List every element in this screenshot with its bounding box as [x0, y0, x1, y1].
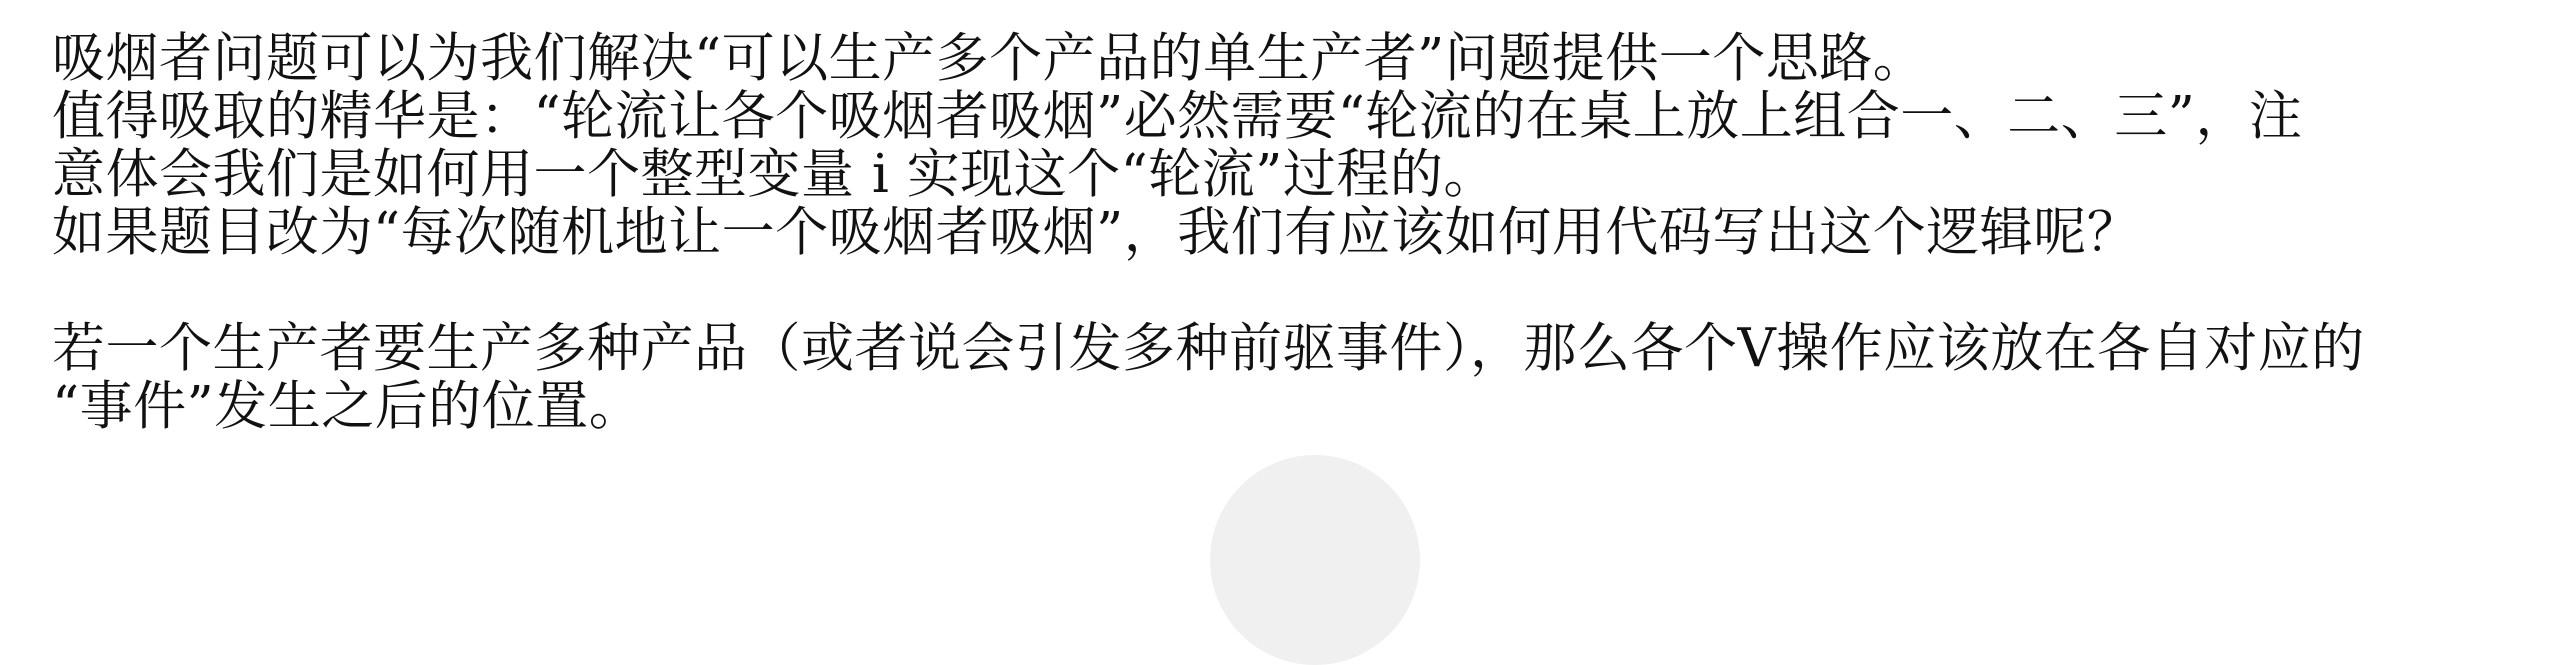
text-line: 如果题目改为“每次随机地让一个吸烟者吸烟”，我们有应该如何用代码写出这个逻辑呢？	[52, 202, 2141, 263]
document-body	[52, 30, 2532, 436]
watermark-circle	[1210, 455, 1420, 665]
text-line: 意体会我们是如何用一个整型变量 i 实现这个“轮流”过程的。	[52, 144, 1497, 205]
text-line: 吸烟者问题可以为我们解决“可以生产多个产品的单生产者”问题提供一个思路。	[52, 28, 1927, 89]
text-line: 值得吸取的精华是：“轮流让各个吸烟者吸烟”必然需要“轮流的在桌上放上组合一、二、三”，注	[52, 86, 2303, 147]
paragraph-smoker-insights	[52, 30, 2532, 262]
text-line: “事件”发生之后的位置。	[52, 376, 643, 437]
text-line: 若一个生产者要生产多种产品（或者说会引发多种前驱事件），那么各个V操作应该放在各自对应的	[52, 318, 2365, 379]
paragraph-multi-product-producer	[52, 320, 2532, 436]
paragraph-gap	[52, 262, 2532, 320]
